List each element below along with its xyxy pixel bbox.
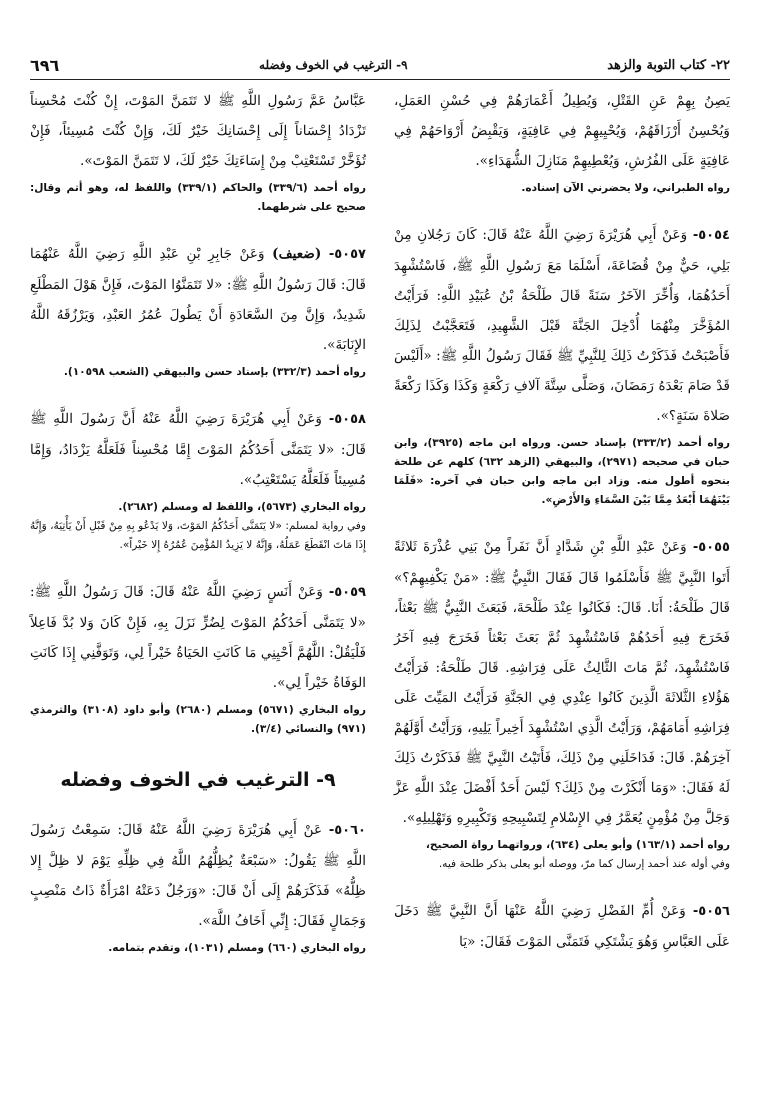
hadith-source: رواه أحمد (٣٣٢/٣) بإسناد حسن والبيهقي (الشعب ١٠٥٩٨). xyxy=(63,366,366,378)
hadith-number: ٥٠٥٩- xyxy=(328,585,366,600)
hadith-5060 xyxy=(30,815,366,958)
hadith-source: رواه البخاري (٦٦٠) ومسلم (١٠٣١)، وتقدم بتمامه. xyxy=(108,942,366,954)
chapter-heading: ٩- الترغيب في الخوف وفضله xyxy=(60,769,336,791)
right-column xyxy=(394,86,730,961)
hadith-5057 xyxy=(30,239,366,382)
hadith-text xyxy=(30,239,366,360)
hadith-number: ٥٠٦٠- xyxy=(328,823,366,838)
hadith-text xyxy=(30,404,366,495)
hadith-5059 xyxy=(30,577,366,739)
hadith-source: رواه البخاري (٥٦٧١) ومسلم (٢٦٨٠) وأبو داود (٣١٠٨) والترمذي (٩٧١) والنسائي (٣/٤). xyxy=(30,704,366,735)
hadith-number: ٥٠٥٦- xyxy=(692,904,730,919)
left-column xyxy=(30,86,366,962)
hadith-text: يَصِنُ بِهِمْ عَنِ القَتْلِ، وَيُطِيلُ أَعْمَارَهُمْ فِي حُسْنِ العَمَلِ، وَيُحْسِنُ أَرْزَاقَهُمْ، وَيُحْيِيهِمْ فِي عَافِيَةٍ، وَيَقْبِضُ أَرْوَاحَهُمْ فِي عَافِيَةٍ عَلَى الفُرُشِ، وَيُعْطِيهِمْ مَنَازِلَ الشُّهَدَاءِ». xyxy=(394,93,730,169)
hadith-source: رواه البخاري (٥٦٧٣)، واللفظ له ومسلم (٢٦٨٢). xyxy=(118,501,366,513)
hadith-body: وَعَنْ أُمِّ الفَضْلِ رَضِيَ اللَّهُ عَنْهَا أَنَّ النَّبِيَّ ﷺ دَخَلَ عَلَى العَبَّاسِ وَهُوَ يَشْتَكِي فَتَمَنَّى المَوْتَ فَقَالَ: «يَا xyxy=(394,903,730,950)
hadith-number: ٥٠٥٨- xyxy=(328,412,366,427)
page-header xyxy=(30,52,730,78)
hadith-number: ٥٠٥٧- xyxy=(328,247,366,262)
hadith-text xyxy=(30,815,366,936)
hadith-note: وفي رواية لمسلم: «لا يَتَمَنَّى أَحَدُكُمُ المَوْتَ، وَلا يَدْعُو بِهِ مِنْ قَبْلِ أَنْ يَأْتِيَهُ، وَإِنَّهُ إِذَا مَاتَ انْقَطَعَ عَمَلُهُ، وَإِنَّهُ لا يَزِيدُ المُؤْمِنَ عُمُرُهُ إِلا خَيْراً». xyxy=(30,520,366,551)
hadith-5055 xyxy=(394,532,730,874)
hadith-body: وَعَنْ أَبِي هُرَيْرَةَ رَضِيَ اللَّهُ عَنْهُ أَنَّ رَسُولَ اللَّهِ ﷺ قَالَ: «لا يَتَمَنَّى أَحَدُكُمُ المَوْتَ إِمَّا مُحْسِناً فَلَعَلَّهُ يَزْدَادُ، وَإِمَّا مُسِيئاً فَلَعَلَّهُ يَسْتَعْتِبُ». xyxy=(30,411,366,488)
hadith-note: وفي أوله عند أحمد إرسال كما مرّ، ووصله أبو يعلى بذكر طلحة فيه. xyxy=(438,858,730,870)
hadith-5056 xyxy=(394,896,730,957)
hadith-body: وَعَنْ جَابِرِ بْنِ عَبْدِ اللَّهِ رَضِيَ اللَّهُ عَنْهُمَا قَالَ: قَالَ رَسُولُ اللَّهِ ﷺ: «لا تَتَمَنَّوُا المَوْتَ، فَإِنَّ هَوْلَ المَطْلَعِ شَدِيدٌ، وَإِنَّ مِنَ السَّعَادَةِ أَنْ يَطُولَ عُمُرُ العَبْدِ، وَيَرْزُقَهُ اللَّهُ الإِنَابَةَ». xyxy=(30,246,366,353)
hadith-body: عَنْ أَبِي هُرَيْرَةَ رَضِيَ اللَّهُ عَنْهُ قَالَ: سَمِعْتُ رَسُولَ اللَّهِ ﷺ يَقُولُ: «سَبْعَةٌ يُظِلُّهُمُ اللَّهُ فِي ظِلِّهِ يَوْمَ لا ظِلَّ إِلا ظِلُّهُ» فَذَكَرَهُمْ إِلَى أَنْ قَالَ: «وَرَجُلٌ دَعَتْهُ امْرَأَةٌ ذَاتُ مَنْصِبٍ وَجَمَالٍ فَقَالَ: إِنِّي أَخَافُ اللَّهَ». xyxy=(30,822,366,929)
hadith-text xyxy=(394,532,730,833)
hadith-body: وَعَنْ عَبْدِ اللَّهِ بْنِ شَدَّادٍ أَنَّ نَفَراً مِنْ بَنِي عُذْرَةَ ثَلاثَةً أَتَوا النَّبِيَّ ﷺ فَأَسْلَمُوا قَالَ فَقَالَ النَّبِيُّ ﷺ: «مَنْ يَكْفِيهِمْ؟» قَالَ طَلْحَةُ: أَنَا. قَالَ: فَكَانُوا عِنْدَ طَلْحَةَ، فَبَعَثَ النَّبِيُّ ﷺ بَعْثاً، فَخَرَجَ فِيهِ أَحَدُهُمْ فَاسْتُشْهِدَ ثُمَّ بَعَثَ بَعْثاً فَخَرَجَ فِيهِ آخَرُ فَاسْتُشْهِدَ، ثُمَّ مَاتَ الثَّالِثُ عَلَى فِرَاشِهِ. قَالَ طَلْحَةُ: فَرَأَيْتُ هَؤُلاءِ الثَّلاثَةَ الَّذِينَ كَانُوا عِنْدِي فِي الجَنَّةِ فَرَأَيْتُ المَيِّتَ عَلَى فِرَاشِهِ أَمَامَهُمْ، وَرَأَيْتُ الَّذِي اسْتُشْهِدَ أَخِيراً يَلِيهِ، وَرَأَيْتُ أَوَّلَهُمْ آخِرَهُمْ. قَالَ: فَدَاخَلَنِي مِنْ ذَلِكَ، فَأَتَيْتُ النَّبِيَّ ﷺ فَذَكَرْتُ ذَلِكَ لَهُ فَقَالَ: «وَمَا أَنْكَرْتَ مِنْ ذَلِكَ؟ لَيْسَ أَحَدٌ أَفْضَلَ عِنْدَ اللَّهِ عَزَّ وَجَلَّ مِنْ مُؤْمِنٍ يُعَمَّرُ فِي الإِسْلامِ لِتَسْبِيحِهِ وَتَكْبِيرِهِ وَتَهْلِيلِهِ». xyxy=(394,539,730,826)
continued-text-block xyxy=(30,86,366,217)
hadith-number: ٥٠٥٤- xyxy=(692,228,730,243)
hadith-text: عَبَّاسُ عَمَّ رَسُولِ اللَّهِ ﷺ لا تَتَمَنَّ المَوْتَ، إِنْ كُنْتَ مُحْسِناً تَزْدَادُ إِحْسَاناً إِلَى إِحْسَانِكَ خَيْرٌ لَكَ، وَإِنْ كُنْتَ مُسِيئاً، فَإِنْ تُؤَخَّرْ تَسْتَعْتِبْ مِنْ إِسَاءَتِكَ خَيْرٌ لَكَ، لا تَتَمَنَّ المَوْتَ». xyxy=(30,93,366,169)
hadith-body: وَعَنْ أَنَسٍ رَضِيَ اللَّهُ عَنْهُ قَالَ: قَالَ رَسُولُ اللَّهِ ﷺ: «لا يَتَمَنَّى أَحَدُكُمُ المَوْتَ لِضُرٍّ نَزَلَ بِهِ، فَإِنْ كَانَ وَلا بُدَّ فَاعِلاً فَلْيَقُلْ: اللَّهُمَّ أَحْيِنِي مَا كَانَتِ الحَيَاةُ خَيْراً لِي، وَتَوَفَّنِي إِذَا كَانَتِ الوَفَاةُ خَيْراً لِي». xyxy=(30,584,366,691)
header-rule xyxy=(30,79,730,80)
hadith-source: رواه أحمد (٣٣٣/٢) بإسناد حسن. ورواه ابن ماجه (٣٩٢٥)، وابن حبان في صحيحه (٢٩٧١)، والبيهقي (الزهد ٦٣٢) كلهم عن طلحة بنحوه أطول منه. وزاد ابن ماجه وابن حبان في آخره: «فَلَمَا بَيْنَهُمَا أَبْعَدُ مِمَّا بَيْنَ السَّمَاءِ وَالأَرْضِ». xyxy=(394,437,731,506)
hadith-number: ٥٠٥٥- xyxy=(692,540,730,555)
continued-text-block xyxy=(394,86,730,198)
hadith-grade: (ضعيف) xyxy=(272,246,322,262)
hadith-text xyxy=(394,896,730,957)
hadith-5058 xyxy=(30,404,366,555)
hadith-text xyxy=(30,577,366,698)
hadith-source: رواه الطبراني، ولا يحضرني الآن إسناده. xyxy=(521,182,730,194)
hadith-5054 xyxy=(394,220,730,510)
hadith-source: رواه أحمد (١٦٣/١) وأبو يعلى (٦٣٤)، ورواتهما رواة الصحيح، xyxy=(425,839,730,851)
hadith-body: وَعَنْ أَبِي هُرَيْرَةَ رَضِيَ اللَّهُ عَنْهُ قَالَ: كَانَ رَجُلانِ مِنْ بَلِي، حَيٌّ مِنْ قُضَاعَةَ، أَسْلَمَا مَعَ رَسُولِ اللَّهِ ﷺ، فَاسْتُشْهِدَ أَحَدُهُمَا، وَأُخِّرَ الآخَرُ سَنَةً قَالَ طَلْحَةُ بْنُ عُبَيْدِ اللَّهِ: فَرَأَيْتُ المُؤَخَّرَ مِنْهُمَا أُدْخِلَ الجَنَّةَ قَبْلَ الشَّهِيدِ، فَتَعَجَّبْتُ لِذَلِكَ فَأَصْبَحْتُ فَذَكَرْتُ ذَلِكَ لِلنَّبِيِّ ﷺ فَقَالَ رَسُولُ اللَّهِ ﷺ: «أَلَيْسَ قَدْ صَامَ بَعْدَهُ رَمَضَانَ، وَصَلَّى سِتَّةَ آلافِ رَكْعَةٍ وَكَذَا وَكَذَا رَكْعَةً صَلاةَ سَنَةٍ؟». xyxy=(394,227,730,424)
hadith-text xyxy=(394,220,730,431)
section-title: ٩- الترغيب في الخوف وفضله xyxy=(259,58,408,72)
hadith-source: رواه أحمد (٣٣٩/٦) والحاكم (٣٣٩/١) واللفظ له، وهو أتم وقال: صحيح على شرطهما. xyxy=(30,182,366,213)
book-title: ٢٢- كتاب التوبة والزهد xyxy=(607,57,730,73)
page-number: ٦٩٦ xyxy=(30,55,60,75)
